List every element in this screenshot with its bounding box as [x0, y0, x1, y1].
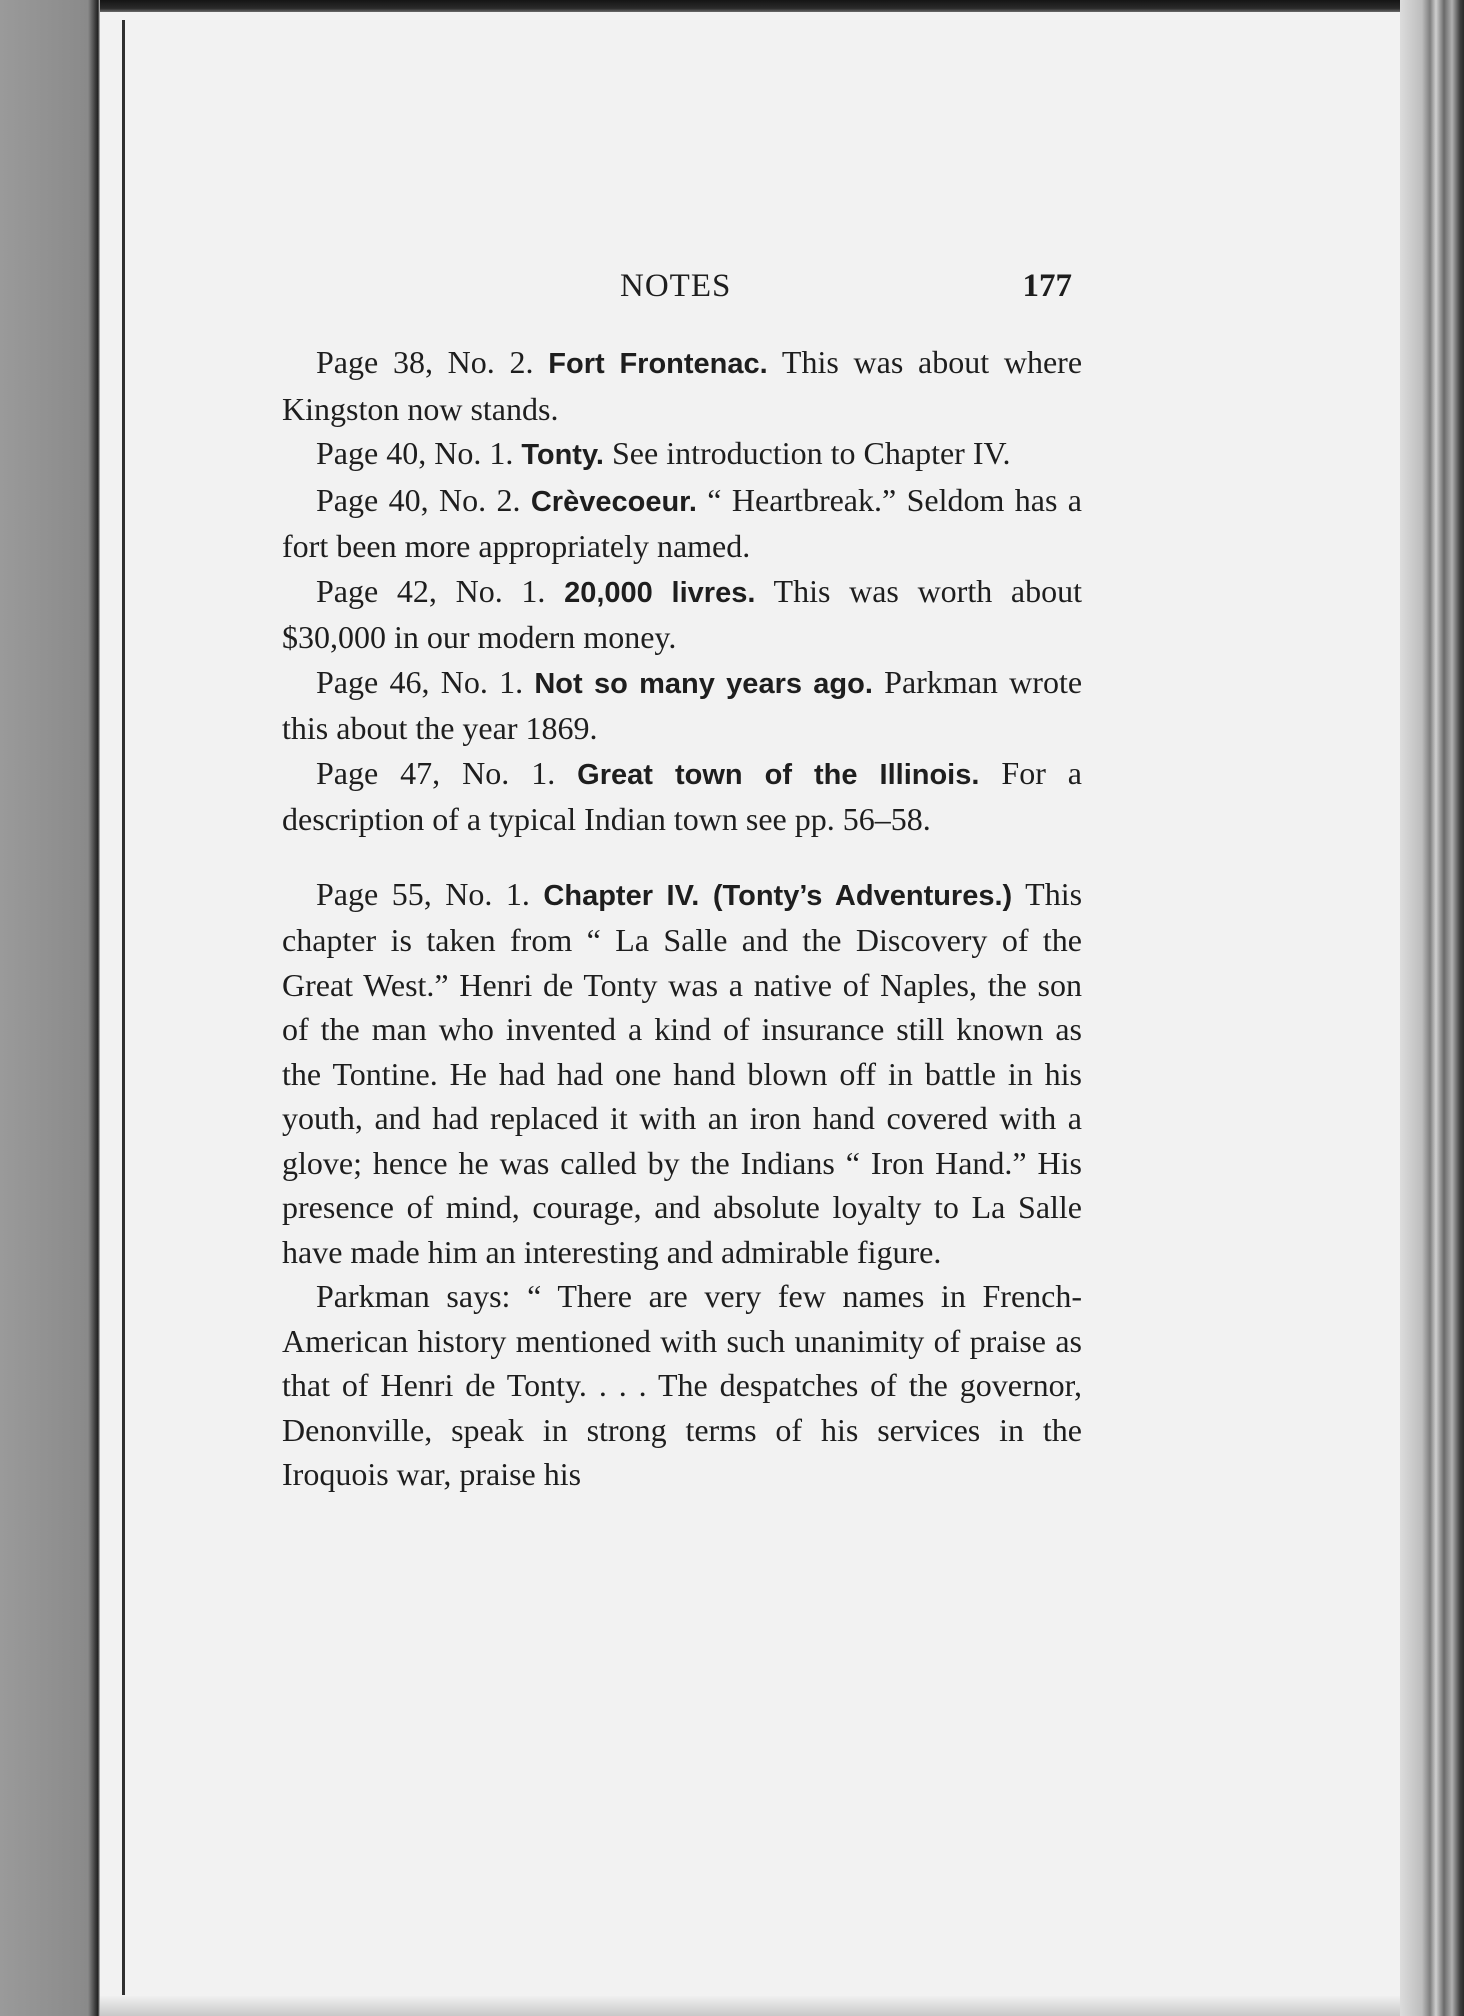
book-binding-left — [0, 0, 100, 2016]
running-title: NOTES — [620, 268, 732, 304]
note-subheading: (Tonty’s Adventures.) — [712, 879, 1013, 912]
note-text: See introduction to Chapter IV. — [612, 435, 1011, 471]
note-entry — [282, 660, 1082, 751]
note-entry — [282, 751, 1082, 842]
running-head — [285, 264, 1080, 312]
note-text: “ Heartbreak.” Seldom has a fort been more appropriately named. — [282, 481, 1083, 564]
scan-top-edge — [0, 0, 1464, 12]
note-reference: Page 40, No. 1. — [316, 435, 514, 471]
note-text: For a description of a typical Indian town see pp. 56–58. — [282, 754, 1083, 837]
note-reference: Page 46, No. 1. — [316, 663, 524, 700]
note-heading: Chapter IV. — [543, 879, 700, 912]
note-text: This was worth about $30,000 in our modern money. — [282, 572, 1083, 655]
note-text: This chapter is taken from “ La Salle and the Discovery of the Great West.” Henri de Tonty was a native of Naples, the son of the man who invented a kind of insurance still known as the Tontine. He had had one hand blown off in battle in his youth, and had replaced it with an iron hand covered with a glove; hence he was called by the Indians “ Iron Hand.” His presence of mind, courage, and absolute loyalty to La Salle have made him an interesting and admirable figure. — [282, 875, 1083, 1270]
note-entry — [282, 872, 1082, 1275]
note-entry — [282, 569, 1082, 660]
note-heading: Not so many years ago. — [534, 667, 873, 700]
note-heading: 20,000 livres. — [564, 576, 756, 609]
closing-paragraph: Parkman says: “ There are very few names in French-American history mentioned with such unanimity of praise as that of Henri de Tonty. . . . The despatches of the governor, Denonville, speak in strong terms of his services in the Iroquois war, praise his — [282, 1278, 1082, 1492]
note-reference: Page 42, No. 1. — [316, 572, 546, 609]
note-heading: Great town of the Illinois. — [577, 758, 980, 791]
note-text: This was about where Kingston now stands. — [282, 344, 1083, 427]
note-heading: Tonty. — [521, 439, 604, 471]
note-entry — [282, 478, 1082, 569]
section-gap — [282, 842, 1082, 872]
note-heading: Crèvecoeur. — [530, 485, 697, 518]
notes-text — [282, 340, 1082, 1497]
note-reference: Page 55, No. 1. — [316, 875, 530, 912]
page-number: 177 — [1022, 268, 1072, 304]
note-heading: Fort Frontenac. — [548, 348, 768, 380]
scan-bottom-edge — [100, 1996, 1400, 2016]
gutter-line — [122, 20, 125, 1995]
note-entry — [282, 431, 1082, 478]
note-reference: Page 47, No. 1. — [316, 754, 556, 791]
note-reference: Page 38, No. 2. — [316, 344, 534, 380]
note-entry — [282, 340, 1082, 431]
note-text: Parkman wrote this about the year 1869. — [282, 663, 1083, 746]
page-stack-right-edge — [1400, 0, 1464, 2016]
note-reference: Page 40, No. 2. — [316, 481, 521, 518]
